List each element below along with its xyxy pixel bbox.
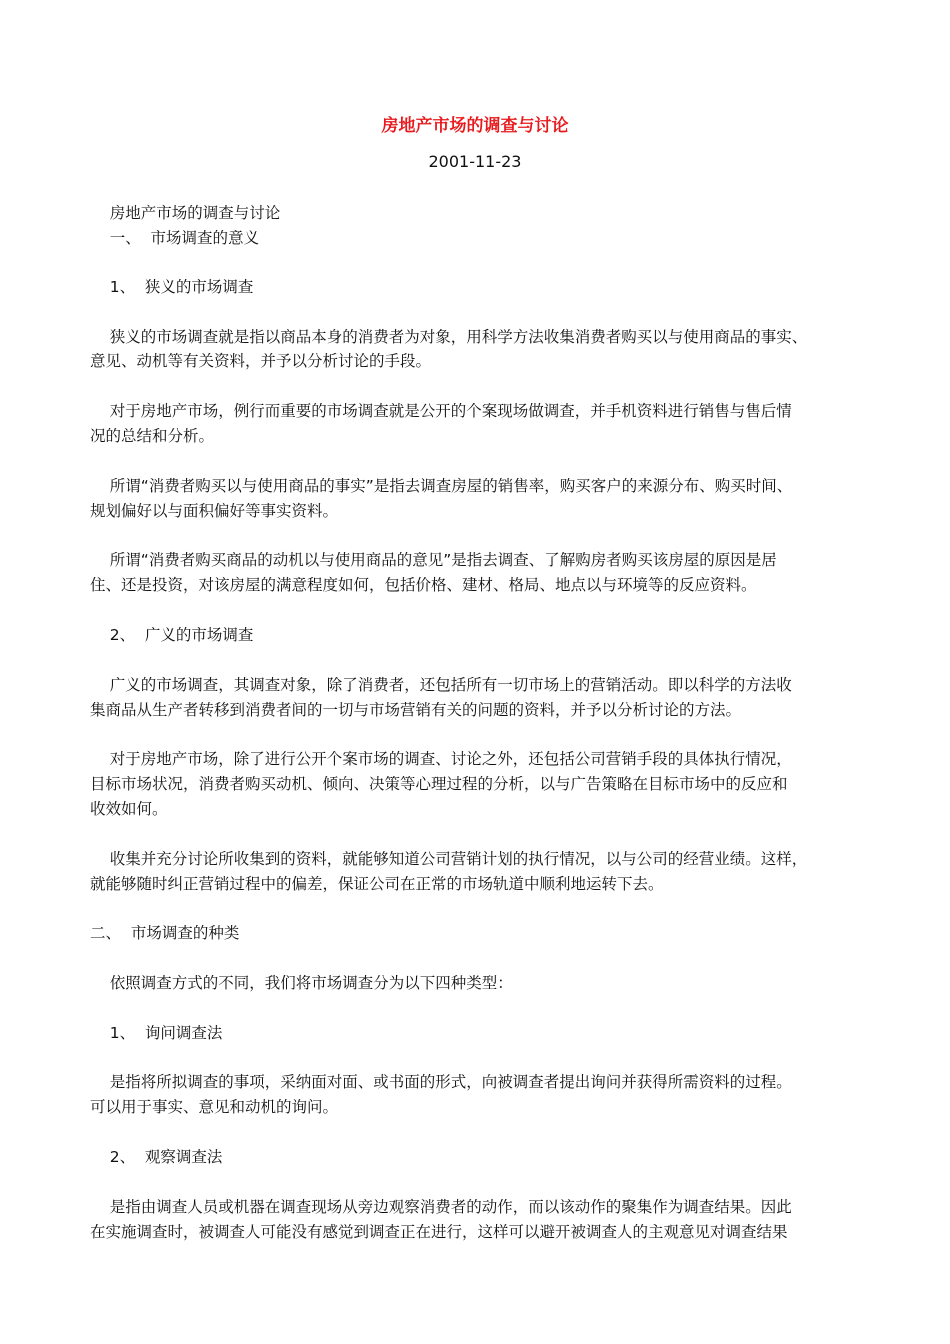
paragraph-line: 收效如何。: [90, 800, 168, 818]
paragraph-line: 况的总结和分析。: [90, 427, 215, 445]
subsection-heading: 1、 狭义的市场调查: [90, 278, 254, 296]
paragraph-line: 规划偏好以与面积偏好等事实资料。: [90, 502, 339, 520]
paragraph-line: 是指由调查人员或机器在调查现场从旁边观察消费者的动作，而以该动作的聚集作为调查结果。因此: [90, 1198, 792, 1216]
paragraph-line: 意见、动机等有关资料，并予以分析讨论的手段。: [90, 352, 432, 370]
subsection-heading: 2、 观察调查法: [90, 1148, 223, 1166]
paragraph-line: 广义的市场调查，其调查对象，除了消费者，还包括所有一切市场上的营销活动。即以科学的方法收: [90, 676, 792, 694]
paragraph-line: 集商品从生产者转移到消费者间的一切与市场营销有关的问题的资料，并予以分析讨论的方法。: [90, 701, 742, 719]
document-title: 房地产市场的调查与讨论: [381, 116, 569, 136]
text-line: 房地产市场的调查与讨论: [90, 204, 281, 222]
paragraph-line: 所谓“消费者购买商品的动机以与使用商品的意见”是指去调查、了解购房者购买该房屋的原因是居: [90, 551, 777, 569]
section-heading: 一、 市场调查的意义: [90, 229, 260, 247]
paragraph-line: 住、还是投资，对该房屋的满意程度如何，包括价格、建材、格局、地点以与环境等的反应资料。: [90, 576, 757, 594]
paragraph-line: 可以用于事实、意见和动机的询问。: [90, 1098, 339, 1116]
paragraph-line: 目标市场状况，消费者购买动机、倾向、决策等心理过程的分析，以与广告策略在目标市场中的反应和: [90, 775, 788, 793]
paragraph-line: 收集并充分讨论所收集到的资料，就能够知道公司营销计划的执行情况，以与公司的经营业绩。这样，: [90, 850, 808, 868]
paragraph-line: 是指将所拟调查的事项，采纳面对面、或书面的形式，向被调查者提出询问并获得所需资料的过程。: [90, 1073, 792, 1091]
paragraph-line: 在实施调查时，被调查人可能没有感觉到调查正在进行，这样可以避开被调查人的主观意见对调查结果: [90, 1223, 788, 1241]
paragraph-line: 依照调查方式的不同，我们将市场调查分为以下四种类型：: [90, 974, 513, 992]
paragraph-line: 狭义的市场调查就是指以商品本身的消费者为对象，用科学方法收集消费者购买以与使用商品的事实、: [90, 328, 808, 346]
subsection-heading: 1、 询问调查法: [90, 1024, 223, 1042]
subsection-heading: 2、 广义的市场调查: [90, 626, 254, 644]
section-heading: 二、 市场调查的种类: [90, 924, 240, 942]
document-date: 2001-11-23: [428, 152, 522, 171]
paragraph-line: 对于房地产市场，除了进行公开个案市场的调查、讨论之外，还包括公司营销手段的具体执行情况，: [90, 750, 792, 768]
paragraph-line: 所谓“消费者购买以与使用商品的事实”是指去调查房屋的销售率，购买客户的来源分布、购买时间、: [90, 477, 793, 495]
paragraph-line: 对于房地产市场，例行而重要的市场调查就是公开的个案现场做调查，并手机资料进行销售与售后情: [90, 402, 792, 420]
paragraph-line: 就能够随时纠正营销过程中的偏差，保证公司在正常的市场轨道中顺利地运转下去。: [90, 875, 664, 893]
